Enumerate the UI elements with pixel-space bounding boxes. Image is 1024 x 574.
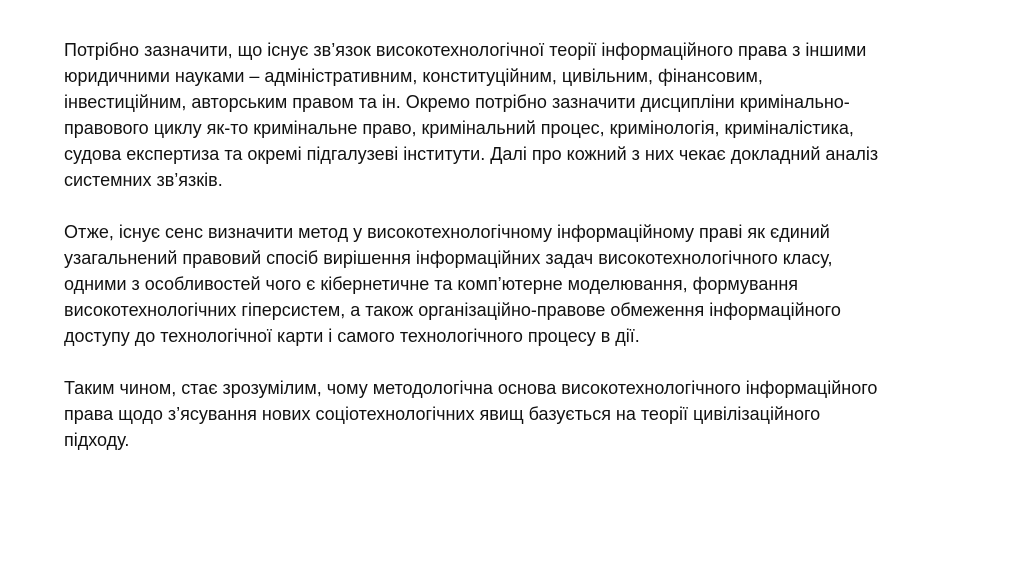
paragraph-3-line-2: права щодо з’ясування нових соціотехнологічних явищ базується на теорії цивілізаційного: [64, 404, 821, 424]
paragraph-1-line-4: правового циклу як-то кримінальне право, кримінальний процес, кримінологія, криміналістика,: [64, 118, 854, 138]
paragraph-3-line-1: Таким чином, стає зрозумілим, чому методологічна основа високотехнологічного інформаційного: [64, 378, 878, 398]
paragraph-1-line-5: судова експертиза та окремі підгалузеві інститути. Далі про кожний з них чекає докладний аналіз: [64, 144, 879, 164]
paragraph-2-line-1: Отже, існує сенс визначити метод у високотехнологічному інформаційному праві як єдиний: [64, 222, 830, 242]
slide-text: [64, 37, 974, 453]
paragraph-3: [64, 375, 974, 453]
paragraph-gap: [64, 349, 974, 375]
paragraph-1-line-2: юридичними науками – адміністративним, конституційним, цивільним, фінансовим,: [64, 66, 763, 86]
paragraph-gap: [64, 193, 974, 219]
paragraph-1-line-3: інвестиційним, авторським правом та ін. Окремо потрібно зазначити дисципліни кримінально-: [64, 92, 850, 112]
paragraph-1-line-1: Потрібно зазначити, що існує зв’язок високотехнологічної теорії інформаційного права з іншими: [64, 40, 867, 60]
paragraph-2-line-5: доступу до технологічної карти і самого технологічного процесу в дії.: [64, 326, 640, 346]
paragraph-1-line-6: системних зв’язків.: [64, 170, 223, 190]
paragraph-2-line-3: одними з особливостей чого є кібернетичне та комп’ютерне моделювання, формування: [64, 274, 799, 294]
paragraph-1: [64, 37, 974, 193]
paragraph-2-line-2: узагальнений правовий спосіб вирішення інформаційних задач високотехнологічного класу,: [64, 248, 833, 268]
paragraph-2: [64, 219, 974, 349]
paragraph-2-line-4: високотехнологічних гіперсистем, а також організаційно-правове обмеження інформаційного: [64, 300, 841, 320]
paragraph-3-line-3: підходу.: [64, 430, 130, 450]
